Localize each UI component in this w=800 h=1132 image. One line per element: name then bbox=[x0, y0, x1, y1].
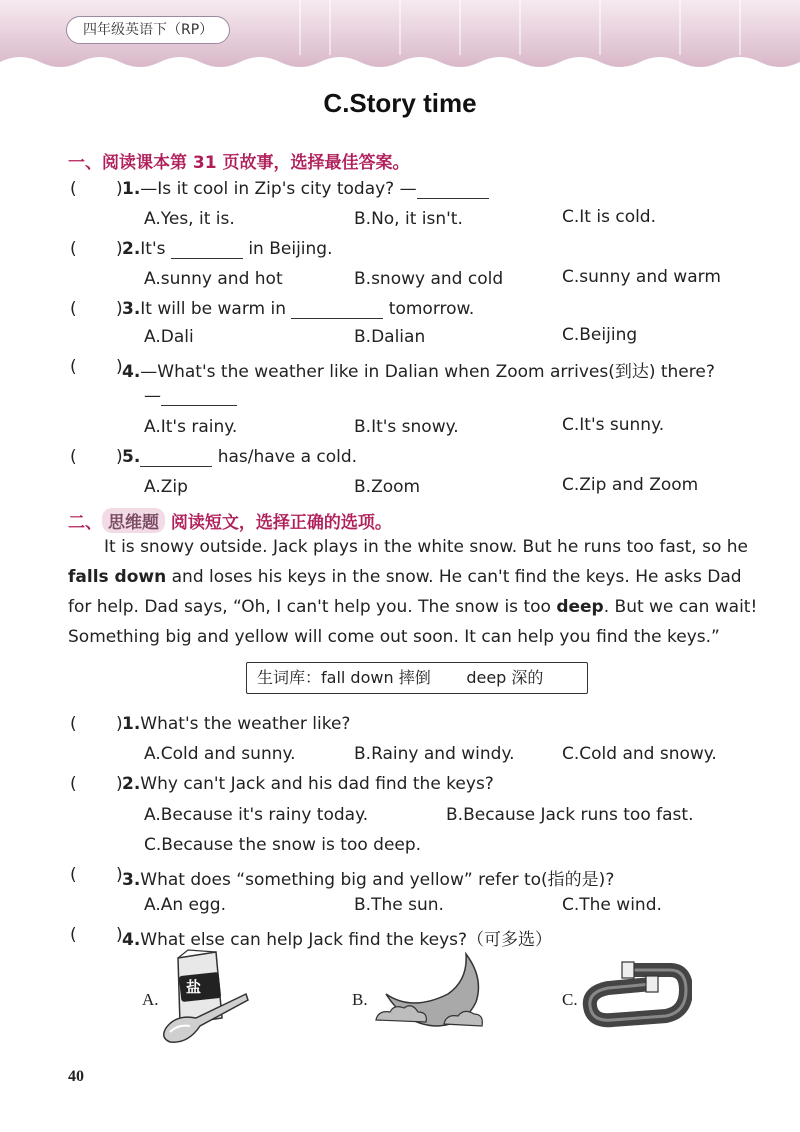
s1-q1-option-b: B.No, it isn't. bbox=[354, 209, 463, 229]
s1-q3-option-a: A.Dali bbox=[144, 327, 194, 347]
answer-paren-right: ) bbox=[116, 179, 123, 199]
answer-paren-left: ( bbox=[70, 357, 77, 377]
question-text-before: It's bbox=[140, 239, 166, 259]
answer-paren-left: ( bbox=[70, 714, 77, 734]
question-number: 3. bbox=[122, 870, 141, 890]
s2-question-2 bbox=[122, 774, 494, 794]
s1-question-4 bbox=[122, 357, 715, 382]
section2-heading-text: 阅读短文，选择正确的选项。 bbox=[170, 513, 392, 533]
answer-paren-left: ( bbox=[70, 865, 77, 885]
answer-paren-right: ) bbox=[116, 925, 123, 945]
s1-question-2 bbox=[122, 239, 333, 259]
vocab-meaning-2: 深的 bbox=[511, 668, 544, 687]
vocab-label: 生词库： bbox=[257, 668, 322, 687]
passage-text: . But we can wait! bbox=[603, 597, 758, 617]
answer-blank[interactable] bbox=[417, 184, 489, 199]
question-number: 1. bbox=[122, 714, 141, 734]
s2-q3-option-c: C.The wind. bbox=[562, 895, 662, 915]
page-title: C.Story time bbox=[323, 88, 477, 118]
page-number: 40 bbox=[68, 1068, 84, 1085]
question-text-after: in Beijing. bbox=[248, 239, 333, 259]
s1-q2-option-c: C.sunny and warm bbox=[562, 267, 721, 287]
magnet-icon[interactable] bbox=[582, 956, 692, 1036]
question-number: 2. bbox=[122, 239, 141, 259]
s1-q5-option-a: A.Zip bbox=[144, 477, 188, 497]
passage-line bbox=[68, 592, 768, 622]
answer-paren-right: ) bbox=[116, 239, 123, 259]
question-number: 3. bbox=[122, 299, 141, 319]
s2-q2-option-a: A.Because it's rainy today. bbox=[144, 805, 369, 825]
s2-q1-option-c: C.Cold and snowy. bbox=[562, 744, 717, 764]
answer-blank[interactable] bbox=[140, 452, 212, 467]
question-text: What's the weather like? bbox=[140, 714, 351, 734]
s1-q4-option-a: A.It's rainy. bbox=[144, 417, 238, 437]
answer-paren-right: ) bbox=[116, 357, 123, 377]
passage-line bbox=[68, 562, 768, 592]
answer-paren-right: ) bbox=[116, 865, 123, 885]
grade-tag: 四年级英语下（RP） bbox=[66, 16, 230, 44]
question-number: 4. bbox=[122, 362, 141, 382]
s1-q3-option-c: C.Beijing bbox=[562, 325, 638, 345]
question-number: 2. bbox=[122, 774, 141, 794]
s2-q3-option-a: A.An egg. bbox=[144, 895, 226, 915]
salt-label: 盐 bbox=[186, 978, 202, 996]
s2-q2-option-c: C.Because the snow is too deep. bbox=[144, 835, 422, 855]
question-text-after: tomorrow. bbox=[388, 299, 475, 319]
thinking-tag: 思维题 bbox=[102, 508, 165, 533]
s1-q4-option-c: C.It's sunny. bbox=[562, 415, 665, 435]
answer-blank[interactable] bbox=[161, 391, 237, 406]
answer-paren-left: ( bbox=[70, 179, 77, 199]
s1-q5-option-c: C.Zip and Zoom bbox=[562, 475, 699, 495]
question-text: What does “something big and yellow” refer to(指的是)? bbox=[140, 870, 615, 890]
s1-question-1 bbox=[122, 179, 489, 199]
s2-question-1 bbox=[122, 714, 350, 734]
s1-q4-answer-line bbox=[144, 386, 237, 406]
s2-question-3 bbox=[122, 865, 614, 890]
s2-question-4 bbox=[122, 925, 552, 950]
crescent-moon-icon[interactable] bbox=[372, 950, 492, 1036]
answer-blank[interactable] bbox=[291, 304, 383, 319]
image-option-c-label: C. bbox=[562, 990, 578, 1009]
vocab-deep: deep bbox=[556, 597, 604, 617]
vocab-word-2: deep bbox=[466, 668, 507, 687]
s1-q1-option-a: A.Yes, it is. bbox=[144, 209, 235, 229]
section2-heading bbox=[68, 508, 392, 533]
s2-q1-option-a: A.Cold and sunny. bbox=[144, 744, 296, 764]
s2-q3-option-b: B.The sun. bbox=[354, 895, 444, 915]
question-text: Why can't Jack and his dad find the keys? bbox=[140, 774, 494, 794]
s1-q4-option-b: B.It's snowy. bbox=[354, 417, 459, 437]
s2-q2-option-b: B.Because Jack runs too fast. bbox=[446, 805, 694, 825]
image-option-b-label: B. bbox=[352, 990, 368, 1009]
vocab-falls-down: falls down bbox=[68, 567, 167, 587]
s1-q1-option-c: C.It is cold. bbox=[562, 207, 657, 227]
answer-paren-left: ( bbox=[70, 925, 77, 945]
section1-heading: 一、阅读课本第 31 页故事，选择最佳答案。 bbox=[68, 153, 410, 173]
answer-paren-left: ( bbox=[70, 239, 77, 259]
vocab-word-1: fall down bbox=[321, 668, 394, 687]
s1-q3-option-b: B.Dalian bbox=[354, 327, 426, 347]
answer-paren-left: ( bbox=[70, 447, 77, 467]
answer-blank[interactable] bbox=[171, 244, 243, 259]
reading-passage bbox=[68, 532, 768, 652]
answer-paren-right: ) bbox=[116, 774, 123, 794]
s2-q1-option-b: B.Rainy and windy. bbox=[354, 744, 515, 764]
question-number: 1. bbox=[122, 179, 141, 199]
passage-line: It is snowy outside. Jack plays in the white snow. But he runs too fast, so he bbox=[104, 537, 748, 557]
passage-text: and loses his keys in the snow. He can't find the keys. He asks Dad bbox=[166, 567, 742, 587]
answer-paren-right: ) bbox=[116, 447, 123, 467]
vocab-meaning-1: 摔倒 bbox=[398, 668, 431, 687]
question-text: What else can help Jack find the keys?（可多选） bbox=[140, 930, 553, 950]
vocabulary-box bbox=[246, 662, 588, 694]
question-number: 5. bbox=[122, 447, 141, 467]
s1-q2-option-a: A.sunny and hot bbox=[144, 269, 283, 289]
question-text: —What's the weather like in Dalian when Zoom arrives(到达) there? bbox=[140, 362, 715, 382]
image-option-a-label: A. bbox=[142, 990, 159, 1009]
passage-line: Something big and yellow will come out soon. It can help you find the keys.” bbox=[68, 627, 720, 647]
answer-paren-left: ( bbox=[70, 774, 77, 794]
answer-paren-right: ) bbox=[116, 714, 123, 734]
s1-q2-option-b: B.snowy and cold bbox=[354, 269, 504, 289]
salt-bag-spoon-icon[interactable] bbox=[158, 948, 250, 1046]
answer-paren-right: ) bbox=[116, 299, 123, 319]
question-text-after: has/have a cold. bbox=[217, 447, 358, 467]
question-text-before: It will be warm in bbox=[140, 299, 286, 319]
question-number: 4. bbox=[122, 930, 141, 950]
s1-q5-option-b: B.Zoom bbox=[354, 477, 421, 497]
s1-question-5 bbox=[122, 447, 357, 467]
s1-question-3 bbox=[122, 299, 474, 319]
answer-paren-left: ( bbox=[70, 299, 77, 319]
section2-prefix: 二、 bbox=[68, 513, 102, 533]
question-text: —Is it cool in Zip's city today? — bbox=[140, 179, 417, 199]
dash: — bbox=[144, 386, 161, 406]
passage-text: for help. Dad says, “Oh, I can't help you. The snow is too bbox=[68, 597, 557, 617]
